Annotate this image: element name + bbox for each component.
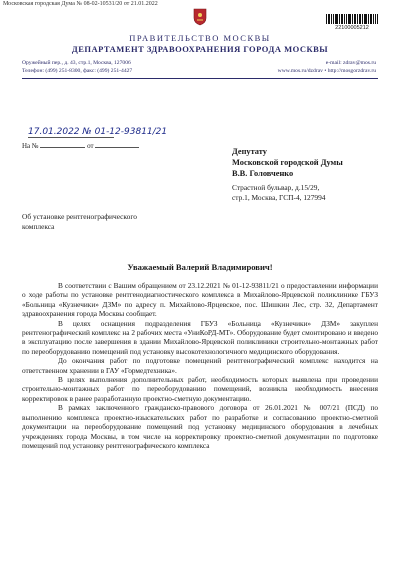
na-number-blank [40, 147, 85, 148]
salutation: Уважаемый Валерий Владимирович! [127, 262, 273, 272]
addressee-line-2: Московской городской Думы [232, 158, 343, 167]
email-line: e-mail: zdrav@mos.ru [325, 60, 376, 66]
subject-line-2: комплекса [22, 222, 55, 231]
na-mid: от [87, 142, 94, 150]
barcode-number: 22100005212 [335, 25, 369, 31]
paragraph: В рамках заключенного гражданско-правового договора от 26.01.2021 № 007/21 (ПСД) по выполнению комплекса проектно-изыскательских работ по разработке и согласованию проектно-сметной документации на переоборудование помещений под установку медицинского оборудования в лечебных учреждениях города Москвы, в том числе на корректировку проектно-сметной документации по подготовке помещений под установку рентгенографического комплекса [22, 403, 378, 450]
paragraph: В целях выполнения дополнительных работ, необходимость которых выявлена при проведении строительно-монтажных работ по переоборудованию помещений, возникла необходимость внесения корректировок в ранее разработанную проектно-сметную документацию. [22, 375, 378, 403]
reference-field [22, 142, 139, 150]
addressee-line-3: В.В. Головченко [232, 169, 294, 178]
header-divider [22, 78, 378, 79]
subject-line-1: Об установке рентгенографического [22, 212, 137, 221]
web-line: www.mos.ru/dzdrav • http://mosgorzdrav.ru [277, 68, 376, 74]
addressee-address [232, 183, 326, 203]
moscow-coat-of-arms-icon [193, 8, 207, 26]
contact-right [278, 59, 376, 75]
phone-line: Телефон: (499) 251-8300, факс: (499) 251-4427 [22, 68, 133, 74]
letter-body [22, 281, 378, 450]
na-date-blank [95, 147, 139, 148]
addressee-line-1: Депутату [232, 147, 267, 156]
paragraph: До окончания работ по подготовке помещений рентгенографический комплекс находится на ответственном хранении в ГАУ «Гормедтехника». [22, 356, 378, 375]
outgoing-number-handwritten: 17.01.2022 № 01-12-93811/21 [28, 127, 168, 137]
addressee-address-2: стр.1, Москва, ГСП-4, 127994 [232, 193, 326, 202]
outgoing-number-underline [28, 137, 114, 138]
barcode [326, 14, 378, 24]
contact-left [22, 59, 132, 75]
department-title: ДЕПАРТАМЕНТ ЗДРАВООХРАНЕНИЯ ГОРОДА МОСКВЫ [71, 44, 329, 54]
paragraph: В целях оснащения подразделения ГБУЗ «Больница «Кузнечики» ДЗМ» закуплен рентгенографический комплекс на 2 рабочих места «УниКоРД-МТ». Оборудование будет смонтировано и введено в эксплуатацию после завершения в здании Михайлово-Ярцевской поликлиники строительно-монтажных работ по переоборудованию помещений под установку высокотехнологичного медицинского оборудования. [22, 318, 378, 356]
address-line: Оружейный пер., д. 43, стр.1, Москва, 127006 [22, 60, 131, 66]
na-prefix: На № [22, 142, 39, 150]
government-title: ПРАВИТЕЛЬСТВО МОСКВЫ [129, 33, 271, 43]
subject [22, 212, 172, 232]
addressee [232, 146, 343, 179]
paragraph: В соответствии с Вашим обращением от 23.12.2021 № 01-12-93811/21 о предоставлении информации о ходе работы по установке рентгенодиагностического комплекса в Михайлово-Ярцевской поликлинике ГБУЗ «Больница «Кузнечики» ДЗМ» по адресу п. Михайлово-Ярцевское, пос. Шишкин Лес, стр. 32, Департамент здравоохранения города Москвы сообщает. [22, 281, 378, 319]
registration-stamp: Московская городская Дума № 08-02-10531/20 от 21.01.2022 [3, 1, 158, 7]
addressee-address-1: Страстной бульвар, д.15/29, [232, 183, 320, 192]
